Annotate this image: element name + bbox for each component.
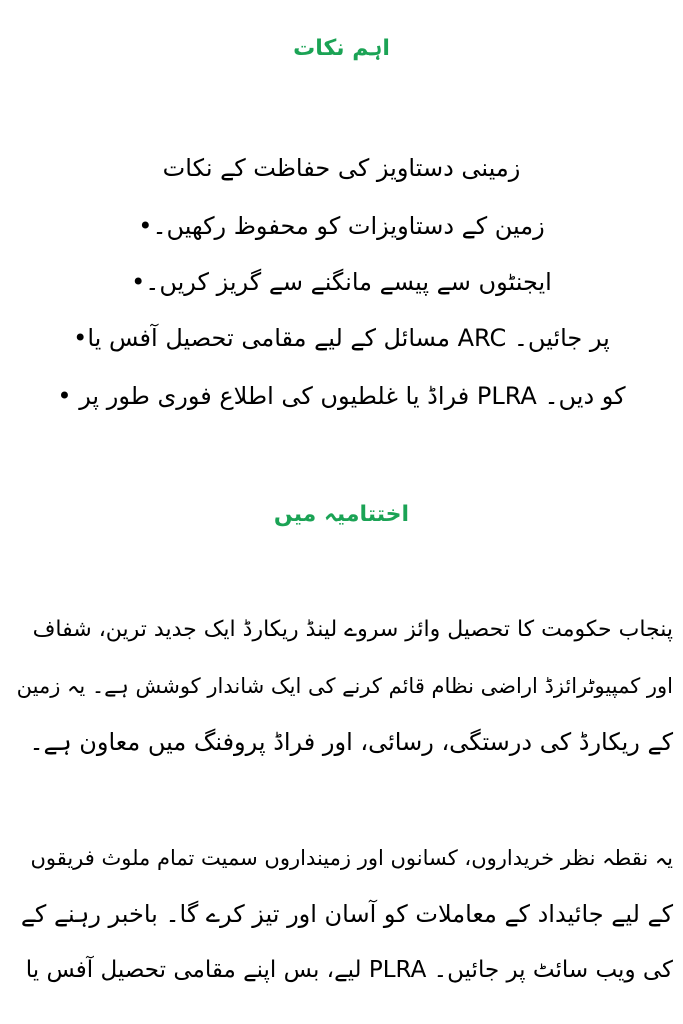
- section-heading-key-points: اہم نکات: [293, 36, 390, 61]
- section-heading-conclusion: اختتامیہ میں: [273, 502, 410, 527]
- conclusion-para1-line2: اور کمپیوٹرائزڈ اراضی نظام قائم کرنے کی ایک شاندار کوشش ہے۔ یہ زمین: [16, 674, 673, 698]
- bullet-item-2: ایجنٹوں سے پیسے مانگنے سے گریز کریں۔•: [131, 268, 552, 296]
- conclusion-para2-line1: یہ نقطہ نظر خریداروں، کسانوں اور زمینداروں سمیت تمام ملوث فریقوں: [30, 846, 673, 870]
- conclusion-para2-line3: کی ویب سائٹ پر جائیں۔ PLRA لیے، بس اپنے مقامی تحصیل آفس یا: [25, 957, 673, 983]
- bullet-item-4: کو دیں۔ PLRA فراڈ یا غلطیوں کی اطلاع فوری طور پر •: [57, 382, 626, 410]
- conclusion-para1-line3: کے ریکارڈ کی درستگی، رسائی، اور فراڈ پروفنگ میں معاون ہے۔: [29, 728, 673, 756]
- bullet-item-3: پر جائیں۔ ARC مسائل کے لیے مقامی تحصیل آفس یا•: [73, 324, 610, 352]
- key-points-title-line: زمینی دستاویز کی حفاظت کے نکات: [162, 154, 521, 182]
- bullet-item-1: زمین کے دستاویزات کو محفوظ رکھیں۔•: [138, 212, 545, 240]
- conclusion-para2-line2: کے لیے جائیداد کے معاملات کو آسان اور تیز کرے گا۔ باخبر رہنے کے: [20, 900, 673, 928]
- conclusion-para1-line1: پنجاب حکومت کا تحصیل وائز سروے لینڈ ریکارڈ ایک جدید ترین، شفاف: [32, 617, 673, 642]
